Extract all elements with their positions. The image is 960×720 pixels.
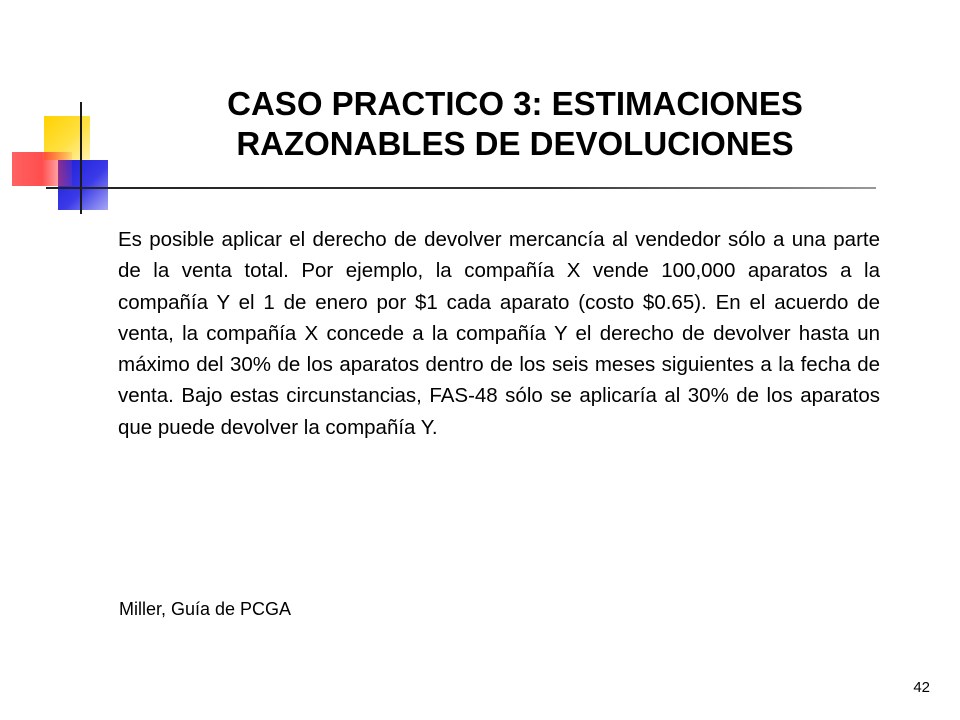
slide-title-line-2: RAZONABLES DE DEVOLUCIONES — [236, 125, 794, 162]
source-citation: Miller, Guía de PCGA — [119, 599, 292, 619]
red-square-shape — [12, 152, 72, 186]
body-paragraph-text: Es posible aplicar el derecho de devolver mercancía al vendedor sólo a una parte de la venta total. Por ejemplo, la compañía X vende 100,000 aparatos a la compañía Y el 1 de enero por $1 cada aparato (costo $0.65). En el acuerdo de venta, la compañía X concede a la compañía Y el derecho de devolver hasta un máximo del 30% de los aparatos dentro de los seis meses siguientes a la fecha de venta. Bajo estas circunstancias, FAS-48 sólo se aplicaría al 30% de los aparatos que puede devolver la compañía Y. — [118, 228, 880, 439]
decorative-squares-logo — [0, 0, 160, 230]
title-underline — [46, 187, 876, 189]
page-number: 42 — [913, 679, 930, 696]
slide-title-line-1: CASO PRACTICO 3: ESTIMACIONES — [227, 85, 803, 122]
vertical-rule — [80, 102, 82, 214]
slide-title — [160, 84, 870, 164]
body-paragraph — [118, 224, 880, 443]
